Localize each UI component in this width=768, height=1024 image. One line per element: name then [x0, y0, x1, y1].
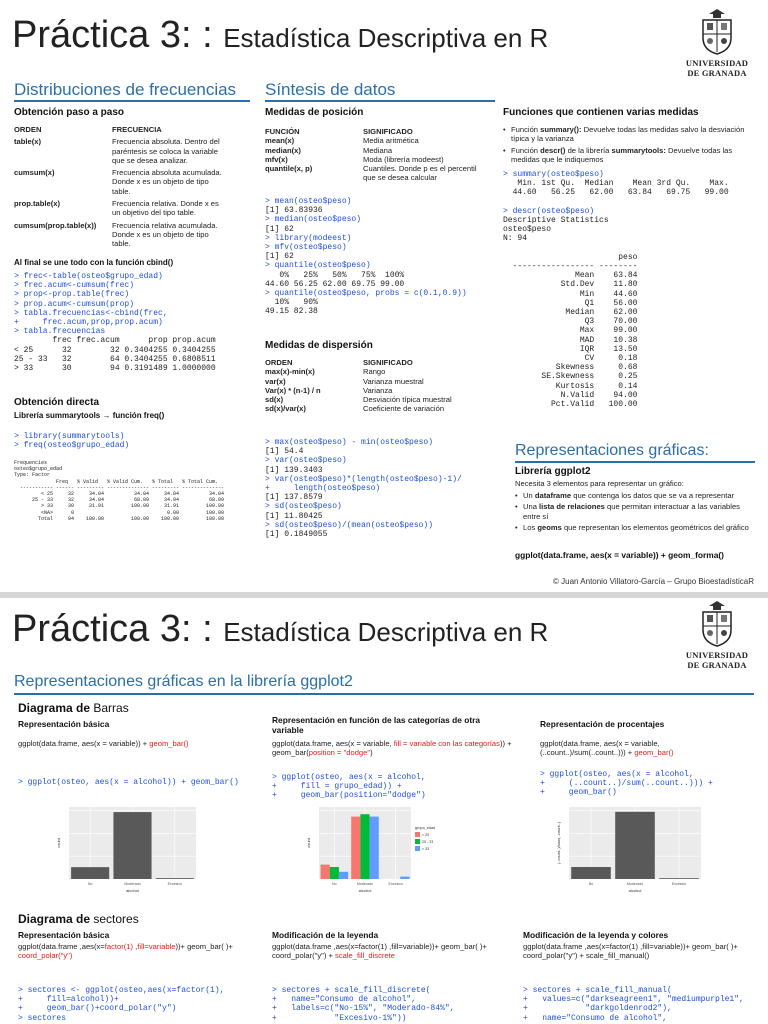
code-line: > sd(osteo$peso)	[265, 502, 342, 512]
text-run: geom_bar()	[149, 739, 189, 748]
output-line: MAD 10.38	[503, 335, 638, 345]
output-line: Min 44.60	[503, 289, 638, 299]
code-line: > var(osteo$peso)	[265, 456, 347, 466]
code-line: + fill=alcohol))+	[18, 995, 119, 1005]
freq-output	[14, 460, 224, 522]
legend-title: grupo_edad	[415, 826, 436, 830]
text-run: fill = variable con las categorías	[393, 739, 500, 748]
bar	[360, 814, 369, 879]
section-graficas-rule	[515, 461, 755, 463]
output-line: [1] 62	[265, 252, 294, 262]
disp-row-func: var(x)	[265, 376, 286, 386]
gg-bullet-2	[515, 502, 759, 521]
text-run: sectores	[93, 912, 139, 926]
s2-title: Modificación de la leyenda	[272, 930, 379, 940]
s2-r-code	[272, 986, 454, 1023]
output-line: Std.Dev 11.80	[503, 280, 638, 290]
disp-row-desc: Desviación típica muestral	[363, 395, 452, 405]
disp-table	[265, 358, 487, 414]
output-line: frec frec.acum prop prop.acum	[14, 336, 216, 346]
output-line: osteo$grupo_edad	[14, 466, 63, 473]
s2-syntax	[272, 942, 504, 961]
s3-syntax: ggplot(data.frame ,aes(x=factor(1) ,fill=variable))+ geom_bar( )+ coord_polar("y") + scale_fill_manual()	[523, 942, 738, 961]
pos-header-significado: SIGNIFICADO	[363, 127, 413, 136]
title-main: Práctica 3: :	[12, 608, 224, 650]
freq-table-header	[14, 125, 246, 134]
text-run: fill=variable	[137, 942, 176, 951]
output-line: osteo$peso	[503, 225, 552, 235]
table-row	[265, 164, 487, 183]
output-line: < 25 32 32 0.3404255 0.3404255	[14, 345, 216, 355]
legend-item: > 33	[422, 847, 430, 851]
slide-title	[12, 608, 548, 651]
text-run: Diagrama de	[18, 701, 94, 715]
text-run: Función	[511, 145, 541, 155]
tick-label: Moderado	[356, 882, 374, 886]
code-line: > mfv(osteo$peso)	[265, 243, 347, 253]
bar	[330, 867, 339, 879]
output-line: N.Valid 94.00	[503, 390, 638, 400]
legend-item: < 25	[422, 833, 430, 837]
legend-swatch	[415, 839, 420, 844]
code-line: > descr(osteo$peso)	[503, 206, 595, 216]
x-axis-label: alcohol	[126, 888, 139, 893]
output-line: [1] 11.80425	[265, 511, 323, 521]
freq-header-frecuencia: FRECUENCIA	[112, 125, 162, 134]
output-line: Max 99.00	[503, 326, 638, 336]
bar-chart-dodge	[305, 803, 445, 893]
text-run: Devuelve todas las medidas salvo la desviación típica y la varianza	[511, 125, 745, 144]
disp-row-desc: Varianza	[363, 385, 393, 395]
code-line: > freq(osteo$grupo_edad)	[14, 441, 130, 451]
code-line: + length(osteo$peso)	[265, 484, 381, 494]
text-run: summary():	[540, 125, 582, 134]
text-run: Devuelve todas las medidas que le indiquemos	[511, 145, 733, 165]
disp-header-significado: SIGNIFICADO	[363, 358, 413, 367]
direct-title: Obtención directa	[14, 397, 100, 408]
table-row	[14, 137, 246, 165]
text-run: Función	[511, 125, 541, 134]
logo-line-1: UNIVERSIDAD	[685, 650, 749, 660]
text-run: coord_polar("y")	[18, 951, 73, 961]
output-line: Q1 56.00	[503, 298, 638, 308]
s1-r-code	[18, 986, 224, 1023]
output-line: SE.Skewness 0.25	[503, 372, 638, 382]
code-line: + labels=c("No-15%", "Moderado-84%",	[272, 1004, 455, 1014]
output-line: [1] 54.4	[265, 447, 304, 457]
text-run: scale_fill_discrete	[335, 951, 395, 961]
code-line: > ggplot(osteo, aes(x = alcohol,	[272, 773, 426, 782]
output-line: Min. 1st Qu. Median Mean 3rd Qu. Max.	[503, 179, 729, 189]
text-run: Los	[523, 523, 538, 533]
code-line: + values=c("darkseagreen1", "mediumpurple1",	[523, 995, 744, 1005]
output-line: IQR 13.50	[503, 344, 638, 354]
code-line: > prop<-prop.table(frec)	[14, 290, 130, 300]
barras-title	[18, 701, 129, 715]
bar-chart-percent	[555, 803, 705, 893]
code-line: > frec.acum<-cumsum(frec)	[14, 281, 135, 291]
freq-row-func: prop.table(x)	[14, 199, 60, 209]
text-run: ggplot(data.frame, aes(x = variable, (..count..)/sum(..count..))) +	[540, 739, 660, 758]
text-run: descr()	[540, 145, 566, 155]
pos-row-func: mean(x)	[265, 136, 295, 146]
text-run: dataframe	[534, 491, 572, 500]
bar	[113, 812, 151, 879]
disp-row-func: sd(x)	[265, 395, 284, 405]
code-line: > frec<-table(osteo$grupo_edad)	[14, 272, 163, 281]
code-line: + geom_bar()+coord_polar("y")	[18, 1004, 177, 1014]
pos-row-desc: Mediana	[363, 145, 393, 155]
title-main: Práctica 3: :	[12, 14, 224, 56]
pos-title: Medidas de posición	[265, 107, 364, 118]
output-line: > 33 30 31.91 100.00 31.91 100.00	[14, 503, 225, 510]
table-row	[265, 367, 487, 376]
code-line: > summary(osteo$peso)	[503, 170, 604, 179]
section-ggplot-heading: Representaciones gráficas en la librería ggplot2	[14, 673, 353, 690]
text-run: Barras	[93, 701, 129, 715]
section-graficas-heading: Representaciones gráficas:	[515, 442, 709, 459]
direct-subtitle: Librería summarytools → función freq()	[14, 411, 165, 420]
tick-label: Moderado	[124, 882, 141, 886]
code-line: > tabla.frecuencias<-cbind(frec,	[14, 308, 168, 318]
output-line: [1] 0.1849055	[265, 530, 328, 540]
code-line: > mean(osteo$peso)	[265, 197, 352, 206]
x-axis-label: alcohol	[358, 888, 372, 893]
output-line: [1] 137.8579	[265, 493, 323, 503]
table-row	[14, 221, 246, 249]
multi-title: Funciones que contienen varias medidas	[503, 107, 699, 118]
x-axis-label: alcohol	[628, 888, 642, 893]
output-line: Mean 63.84	[503, 271, 638, 281]
y-axis-label: count	[56, 838, 61, 848]
text-run: factor(1)	[104, 942, 134, 951]
text-run: geom_bar()	[634, 748, 674, 758]
text-run: Un	[523, 491, 535, 500]
output-line: Pct.Valid 100.00	[503, 400, 638, 410]
disp-row-func: sd(x)/var(x)	[265, 404, 306, 414]
text-run: Diagrama de	[18, 912, 94, 926]
section-ggplot-rule	[14, 693, 754, 695]
pos-row-desc: Cuantiles. Donde p es el percentil que se desea calcular	[363, 164, 477, 183]
code-line: + (..count..)/sum(..count..))) +	[540, 779, 713, 789]
output-line: [1] 63.83936	[265, 206, 323, 216]
bar	[370, 817, 379, 879]
section-freq-rule	[14, 100, 250, 102]
university-logo	[676, 8, 758, 78]
code-line: + geom_bar(position="dodge")	[272, 791, 426, 801]
freq-table	[14, 125, 246, 249]
code-block-freq	[14, 272, 216, 373]
output-line: N: 94	[503, 234, 528, 244]
legend-item: 25 - 33	[422, 840, 434, 844]
cbind-note: Al final se une todo con la función cbind()	[14, 258, 174, 267]
output-line: [1] 139.3403	[265, 465, 323, 475]
gg-bullet-3	[515, 523, 759, 532]
freq-row-func: cumsum(prop.table(x))	[14, 220, 97, 230]
text-run: position = "dodge"	[308, 748, 371, 758]
code-block-dispersion	[265, 438, 462, 539]
code-line: > sd(osteo$peso)/(mean(osteo$peso))	[265, 520, 434, 530]
pos-table-header	[265, 127, 487, 136]
university-logo	[676, 600, 758, 670]
table-row	[265, 136, 487, 145]
code-line: + "Excesivo-1%"))	[272, 1013, 407, 1023]
freq-row-desc: Frecuencia relativa acumulada. Donde x es un objeto de tipo table.	[112, 220, 218, 249]
output-line: 44.60 56.25 62.00 69.75 99.00	[265, 279, 405, 289]
output-line: 25 - 33 32 64 0.3404255 0.6808511	[14, 354, 216, 364]
output-line: CV 0.18	[503, 354, 638, 364]
code-line: > sectores	[18, 1013, 67, 1023]
bar	[659, 878, 699, 879]
multi-bullets	[503, 125, 753, 167]
tick-label: Excesivo	[388, 882, 403, 886]
text-run: ,	[133, 942, 138, 951]
freq-row-desc: Frecuencia relativa. Donde x es un objetivo del tipo table.	[112, 199, 219, 218]
freq-row-desc: Frecuencia absoluta acumulada. Donde x es un objeto de tipo table.	[112, 168, 222, 196]
bar	[71, 867, 109, 879]
tick-label: No	[588, 882, 594, 886]
tick-label: No	[332, 882, 337, 886]
code-line: + frec.acum,prop,prop.acum)	[14, 318, 163, 328]
disp-table-header	[265, 358, 487, 367]
code-line: > library(summarytools)	[14, 432, 125, 441]
table-row	[265, 155, 487, 164]
y-axis-label: count	[306, 838, 311, 848]
output-line: Freq % Valid % Valid Cum. % Total % Total Cum.	[14, 478, 219, 485]
col1-title: Representación básica	[18, 719, 110, 729]
tick-label: No	[87, 882, 93, 886]
text-run: que representan los elementos geométricos del gráfico	[561, 523, 749, 533]
col1-r-code	[18, 778, 239, 787]
code-line: + "darkgoldenrod2"),	[523, 1004, 672, 1014]
text-run: lista de relaciones	[539, 502, 605, 512]
code-block-summarytools	[14, 432, 129, 450]
multi-bullet-descr	[503, 146, 753, 165]
s1-title: Representación básica	[18, 930, 110, 940]
code-line: > sectores <- ggplot(osteo,aes(x=factor(1),	[18, 986, 225, 995]
ggplot-bullets	[515, 491, 759, 535]
disp-row-desc: Coeficiente de variación	[363, 404, 445, 414]
col2-r-code	[272, 773, 426, 801]
text-run: que contenga los datos que se va a representar	[571, 491, 735, 500]
section-freq-heading: Distribuciones de frecuencias	[14, 80, 237, 99]
output-line: peso	[503, 252, 638, 262]
s1-syntax	[18, 942, 258, 961]
section-sintesis-heading: Síntesis de datos	[265, 80, 396, 99]
code-line: + name="Consumo de alcohol",	[272, 995, 417, 1005]
text-run: ggplot(data.frame, aes(x = variable,	[272, 739, 394, 748]
code-line: > median(osteo$peso)	[265, 215, 362, 225]
crest-icon	[697, 8, 737, 56]
pos-row-desc: Media aritmética	[363, 136, 419, 146]
gg-bullet-1	[515, 491, 759, 500]
output-line	[503, 198, 729, 207]
col1-syntax	[18, 739, 258, 748]
code-line: > max(osteo$peso) - min(osteo$peso)	[265, 438, 434, 447]
disp-title: Medidas de dispersión	[265, 340, 373, 351]
bar-chart-basic	[55, 803, 200, 893]
text-run: ggplot(data.frame, aes(x = variable)) +	[18, 739, 150, 748]
freq-header-orden: ORDEN	[14, 125, 42, 134]
table-row	[265, 377, 487, 386]
tick-label: Excesivo	[167, 882, 183, 886]
output-line: Skewness 0.68	[503, 363, 638, 373]
bar	[571, 867, 611, 879]
text-run: de la librería	[565, 145, 612, 155]
col3-title: Representación de procentajes	[540, 719, 665, 729]
output-line: 0% 25% 50% 75% 100%	[265, 270, 405, 280]
disp-row-func: Var(x) * (n-1) / n	[265, 385, 321, 395]
y-axis-label: (..count..)/sum(..count..)	[556, 821, 561, 865]
output-line: 25 - 33 32 34.04 68.09 34.04 68.09	[14, 497, 225, 504]
title-sub: Estadística Descriptiva en R	[223, 23, 549, 53]
ggplot-formula: ggplot(data.frame, aes(x = variable)) + geom_forma()	[515, 550, 724, 560]
output-line: Total 94 100.00 100.00 100.00 100.00	[14, 515, 225, 522]
freq-row-func: table(x)	[14, 137, 42, 147]
col3-syntax	[540, 739, 730, 758]
table-row	[265, 386, 487, 395]
legend-swatch	[415, 846, 420, 851]
code-line: > tabla.frecuencias	[14, 327, 106, 337]
legend-swatch	[415, 832, 420, 837]
s3-title: Modificación de la leyenda y colores	[523, 930, 669, 940]
bar	[400, 877, 409, 879]
disp-row-desc: Varianza muestral	[363, 376, 424, 386]
text-run: ggplot(data.frame ,aes(x=	[18, 942, 105, 951]
footer-credit: © Juan Antonio Villatoro-García – Grupo BioestadísticaR	[553, 577, 754, 586]
code-line: > sectores + scale_fill_discrete(	[272, 986, 431, 995]
col2-syntax	[272, 739, 512, 758]
bar	[339, 872, 348, 879]
output-line: Descriptive Statistics	[503, 216, 609, 226]
text-run: summarytools:	[611, 145, 666, 155]
code-line: > ggplot(osteo, aes(x = alcohol,	[540, 770, 694, 779]
output-line: Kurtosis 0.14	[503, 381, 638, 391]
output-line: > 33 30 94 0.3191489 1.0000000	[14, 364, 216, 374]
text-run: Una	[523, 502, 540, 512]
output-line: Median 62.00	[503, 308, 638, 318]
step-title: Obtención paso a paso	[14, 107, 125, 118]
pos-row-desc: Moda (librería modeest)	[363, 154, 444, 164]
s3-r-code	[523, 986, 744, 1023]
bar	[321, 865, 330, 879]
section-sintesis-rule	[265, 100, 495, 102]
tick-label: Excesivo	[671, 882, 687, 886]
text-run: ggplot(data.frame ,aes(x=factor(1) ,fill=variable))+ geom_bar( )+ coord_polar("y") +	[272, 942, 487, 961]
logo-line-2: DE GRANADA	[687, 68, 747, 78]
code-line: > ggplot(osteo, aes(x = alcohol)) + geom_bar()	[18, 778, 239, 787]
pos-row-func: quantile(x, p)	[265, 164, 313, 174]
code-block-position	[265, 197, 467, 317]
multi-bullet-summary	[503, 125, 753, 144]
logo-line-2: DE GRANADA	[687, 660, 747, 670]
freq-row-func: cumsum(x)	[14, 168, 55, 178]
code-line: + fill = grupo_edad)) +	[272, 782, 402, 792]
output-line: Type: Factor	[14, 472, 51, 479]
output-line: < 25 32 34.04 34.04 34.04 34.04	[14, 491, 225, 498]
table-row	[265, 404, 487, 413]
table-row	[14, 199, 246, 218]
logo-line-1: UNIVERSIDAD	[685, 58, 749, 68]
slide-title	[12, 14, 548, 57]
table-row	[265, 146, 487, 155]
code-line: > quantile(osteo$peso, probs = c(0.1,0.9))	[265, 289, 467, 299]
text-run: ))+ geom_bar( )+	[175, 942, 233, 951]
text-run: geoms	[537, 523, 562, 533]
title-sub: Estadística Descriptiva en R	[223, 617, 549, 647]
ggplot-need: Necesita 3 elementos para representar un gráfico:	[515, 479, 684, 488]
output-line: 49.15 82.38	[265, 307, 318, 317]
bar	[351, 817, 360, 879]
crest-icon	[697, 600, 737, 648]
sectores-title	[18, 912, 139, 926]
tick-label: Moderado	[626, 882, 644, 886]
output-line	[503, 244, 729, 253]
code-line: > quantile(osteo$peso)	[265, 261, 371, 271]
code-line: + geom_bar()	[540, 788, 617, 798]
output-line: 10% 90%	[265, 298, 318, 308]
ggplot-lib: Librería ggplot2	[515, 466, 591, 477]
output-line: ----------------- --------	[503, 262, 638, 272]
code-line: > prop.acum<-cumsum(prop)	[14, 299, 135, 309]
output-line: 44.60 56.25 62.00 63.84 69.75 99.00	[503, 188, 729, 198]
code-line: > var(osteo$peso)*(length(osteo$peso)-1)/	[265, 474, 462, 484]
disp-row-desc: Rango	[363, 367, 386, 377]
output-line: Q3 70.00	[503, 317, 638, 327]
col2-title: Representación en función de las categorías de otra variable	[272, 715, 481, 735]
code-line: + name="Consumo de alcohol",	[523, 1013, 668, 1023]
output-line: [1] 62	[265, 224, 294, 234]
output-line: ----------- ------ --------- -------------- --------- --------------	[14, 484, 225, 491]
freq-row-desc: Frecuencia absoluta. Dentro del paréntesis se coloca la variable que se desea analizar.	[112, 137, 220, 165]
output-line: <NA> 0 0.00 100.00	[14, 509, 225, 516]
bar	[615, 812, 655, 879]
disp-header-orden: ORDEN	[265, 358, 293, 367]
table-row	[265, 395, 487, 404]
code-block-summary	[503, 170, 729, 409]
table-row	[14, 168, 246, 196]
text-run: que permitan interactuar a las variables entre sí	[523, 502, 740, 521]
disp-row-func: max(x)-min(x)	[265, 367, 315, 377]
bar	[156, 878, 194, 879]
slide-2	[0, 598, 768, 1024]
code-line: > library(modeest)	[265, 233, 352, 243]
code-line: > sectores + scale_fill_manual(	[523, 986, 672, 995]
col3-r-code	[540, 770, 713, 798]
pos-row-func: median(x)	[265, 145, 301, 155]
output-line: Frequencies	[14, 460, 48, 466]
pos-header-funcion: FUNCIÓN	[265, 127, 300, 136]
pos-row-func: mfv(x)	[265, 154, 288, 164]
text-run: )	[370, 748, 373, 758]
text-run: )) + geom_bar(	[272, 739, 512, 758]
pos-table	[265, 127, 487, 183]
